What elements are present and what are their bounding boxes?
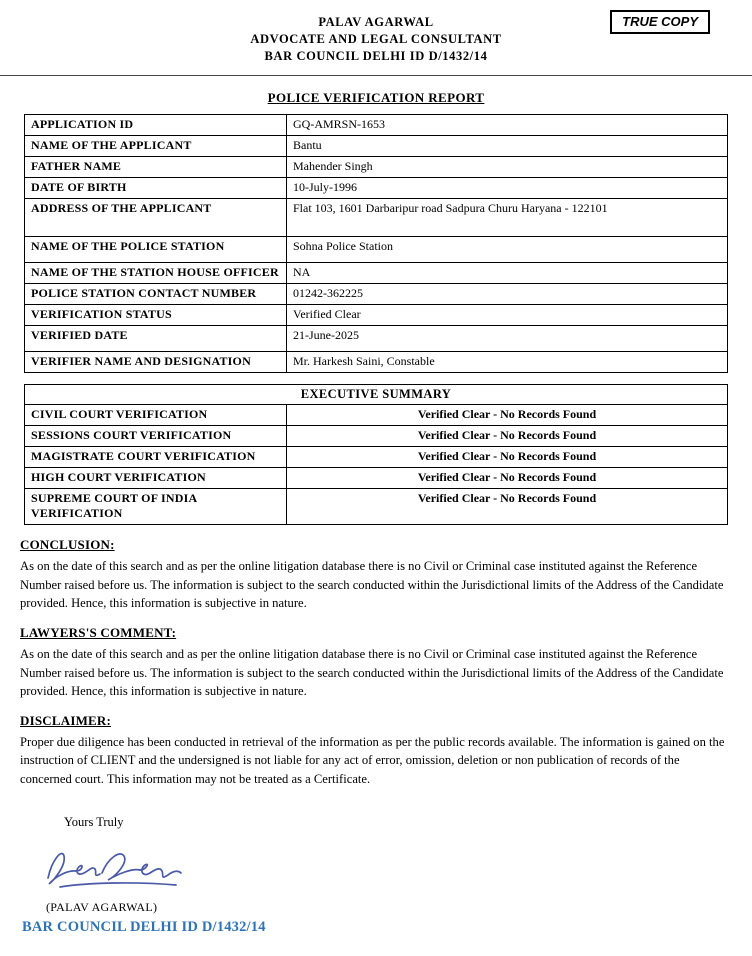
advocate-bar-id: BAR COUNCIL DELHI ID D/1432/14 (264, 49, 488, 63)
disclaimer-text: Proper due diligence has been conducted in retrieval of the information as per the public records available. The information is gained on the instruction of CLIENT and the undersigned is not liable for any act of error, omission, deletion or non publication of records of the concerned court. This information may not be treated as a Certificate. (20, 734, 725, 786)
lawyers-comment-section (20, 625, 732, 701)
advocate-title: ADVOCATE AND LEGAL CONSULTANT (250, 32, 502, 46)
detail-label: POLICE STATION CONTACT NUMBER (25, 284, 287, 305)
detail-value: NA (287, 263, 728, 284)
header-divider (0, 75, 752, 76)
table-row (25, 263, 728, 284)
detail-value: Mr. Harkesh Saini, Constable (287, 352, 728, 373)
table-row (25, 405, 728, 426)
summary-value: Verified Clear - No Records Found (287, 489, 728, 525)
disclaimer-section (20, 713, 732, 789)
detail-label: FATHER NAME (25, 157, 287, 178)
summary-label: SUPREME COURT OF INDIA VERIFICATION (25, 489, 287, 525)
detail-value: Sohna Police Station (287, 237, 728, 263)
table-row (25, 326, 728, 352)
closing-line: Yours Truly (64, 814, 124, 829)
disclaimer-heading: DISCLAIMER: (20, 712, 112, 728)
detail-label: VERIFIER NAME AND DESIGNATION (25, 352, 287, 373)
executive-summary-title: EXECUTIVE SUMMARY (25, 385, 728, 405)
table-row (25, 136, 728, 157)
table-row (25, 284, 728, 305)
conclusion-heading: CONCLUSION: (20, 537, 115, 552)
summary-label: SESSIONS COURT VERIFICATION (25, 426, 287, 447)
detail-label: NAME OF THE POLICE STATION (25, 237, 287, 263)
summary-value: Verified Clear - No Records Found (287, 447, 728, 468)
lawyers-comment-text: As on the date of this search and as per the online litigation database there is no Civil or Criminal case instituted against the Reference Number raised before us. The information is subject to the search conducted within the Jurisdictional limits of the Address of the Candidate provided. Hence, this information is subjective in nature. (20, 646, 724, 699)
detail-value: Mahender Singh (287, 157, 728, 178)
conclusion-section (20, 537, 732, 613)
detail-value: GQ-AMRSN-1653 (287, 115, 728, 136)
summary-label: MAGISTRATE COURT VERIFICATION (25, 447, 287, 468)
summary-value: Verified Clear - No Records Found (287, 405, 728, 426)
table-row (25, 468, 728, 489)
table-row (25, 115, 728, 136)
table-row (25, 447, 728, 468)
summary-value: Verified Clear - No Records Found (287, 468, 728, 489)
table-row (25, 385, 728, 405)
conclusion-text: As on the date of this search and as per the online litigation database there is no Civil or Criminal case instituted against the Reference Number raised before us. The information is subject to the search conducted within the Jurisdictional limits of the Address of the Candidate provided. Hence, this information is subjective in nature. (20, 559, 724, 611)
detail-label: VERIFICATION STATUS (25, 305, 287, 326)
true-copy-stamp: TRUE COPY (610, 10, 710, 34)
details-table (24, 114, 728, 373)
summary-value: Verified Clear - No Records Found (287, 426, 728, 447)
summary-label: HIGH COURT VERIFICATION (25, 468, 287, 489)
table-row (25, 305, 728, 326)
table-row (25, 352, 728, 373)
lawyers-comment-heading: LAWYERS'S COMMENT: (20, 624, 177, 640)
footer-bar-id: BAR COUNCIL DELHI ID D/1432/14 (22, 918, 266, 935)
detail-value: Verified Clear (287, 305, 728, 326)
detail-value: 10-July-1996 (287, 178, 728, 199)
detail-value: Flat 103, 1601 Darbaripur road Sadpura Churu Haryana - 122101 (287, 199, 728, 237)
signature-image (40, 840, 752, 898)
advocate-name: PALAV AGARWAL (318, 15, 434, 29)
detail-label: VERIFIED DATE (25, 326, 287, 352)
table-row (25, 178, 728, 199)
table-row (25, 157, 728, 178)
detail-value: 21-June-2025 (287, 326, 728, 352)
detail-label: DATE OF BIRTH (25, 178, 287, 199)
detail-value: Bantu (287, 136, 728, 157)
detail-value: 01242-362225 (287, 284, 728, 305)
detail-label: ADDRESS OF THE APPLICANT (25, 199, 287, 237)
table-row (25, 489, 728, 525)
table-row (25, 237, 728, 263)
table-row (25, 199, 728, 237)
detail-label: NAME OF THE STATION HOUSE OFFICER (25, 263, 287, 284)
signatory-name: (PALAV AGARWAL) (46, 899, 158, 914)
executive-summary-table (24, 384, 728, 525)
table-row (25, 426, 728, 447)
summary-label: CIVIL COURT VERIFICATION (25, 405, 287, 426)
detail-label: APPLICATION ID (25, 115, 287, 136)
detail-label: NAME OF THE APPLICANT (25, 136, 287, 157)
report-title: POLICE VERIFICATION REPORT (267, 90, 485, 105)
